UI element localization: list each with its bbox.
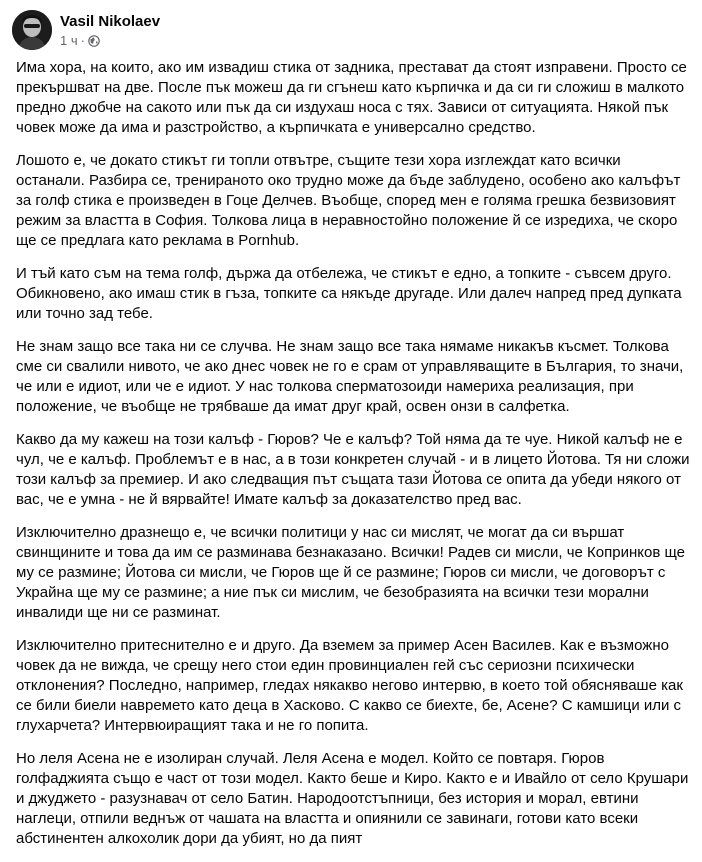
post-subline — [60, 32, 160, 49]
post-time[interactable]: 1 ч — [60, 33, 78, 48]
paragraph-4: Не знам защо все така ни се случва. Не знам защо все така нямаме никакъв късмет. Толкова сме си свалили нивото, че ако днес човек не го е срам от управляващите в България, то значи, че или е идиот, или че е идиот. У нас толкова сперматозоиди намериха реализация, при положение, че въобще не трябваше да имат друг край, освен онзи в салфетка. — [16, 338, 684, 415]
avatar-photo-icon — [12, 10, 52, 50]
paragraph-2: Лошото е, че докато стикът ги топли отвътре, същите тези хора изглеждат като всички останали. Разбира се, тренираното око трудно може да бъде заблудено, особено ако калъфът за голф стика е произведен в Гоце Делчев. Въобще, според мен е голяма грешка безвизовият режим за властта в София. Толкова лица в неравностойно положение й се изредиха, че скоро ще се предлага като реклама в Pornhub. — [16, 152, 681, 249]
avatar[interactable] — [12, 10, 52, 50]
post-body — [16, 58, 692, 862]
paragraph-7: Изключително притеснително е и друго. Да вземем за пример Асен Василев. Как е възможно човек да не вижда, че срещу него стои един провинциален гей със сериозни психически отклонения? Последно, например, гледах някакво негово интервю, в което той обясняваше как се били биели навремето като деца в Хасково. С какво се биехте, бе, Асене? С камшици или с глухарчета? Интервюиращият така и не го попита. — [16, 637, 683, 734]
paragraph-8: Но леля Асена не е изолиран случай. Леля Асена е модел. Който се повтаря. Гюров голфаджията също е част от този модел. Както беше и Киро. Както е и Ивайло от село Крушари и джуджето - разузнавач от село Батин. Народоотстъпници, без история и морал, евтини наглеци, отпили веднъж от чашата на властта и опиянили се завинаги, готови като всеки абстинентен алкохолик дори да убият, но да пият — [16, 750, 689, 847]
paragraph-3: И тъй като съм на тема голф, държа да отбележа, че стикът е едно, а топките - съвсем друго. Обикновено, ако имаш стик в гъза, топките са някъде другаде. Или далеч напред пред дупката или точно зад тебе. — [16, 265, 682, 322]
paragraph-5: Какво да му кажеш на този калъф - Гюров? Че е калъф? Той няма да те чуе. Никой калъф не е чул, че е калъф. Проблемът е в нас, а в този конкретен случай - и в лицето Йотова. Тя ни сложи този калъф за премиер. И ако следващия път същата тази Йотова се опита да убеди някого от вас, че е умна - не й вярвайте! Имате калъф за доказателство пред вас. — [16, 431, 690, 508]
globe-icon[interactable] — [88, 35, 100, 47]
separator-dot: · — [80, 33, 85, 48]
post-meta — [60, 12, 160, 49]
paragraph-1: Има хора, на които, ако им извадиш стика от задника, престават да стоят изправени. Просто се прекършват на две. После пък можеш да ги сгънеш като кърпичка и да си ги сложиш в малкото предно джобче на сакото или пък да си издухаш носа с тях. Зависи от ситуацията. Някой пък човек може да има и разстройство, а кърпичката е универсално средство. — [16, 59, 687, 136]
post-header — [12, 10, 160, 50]
paragraph-6: Изключително дразнещо е, че всички политици у нас си мислят, че могат да си вършат свинщините и това да им се разминава безнаказано. Всички! Радев си мисли, че Копринков ще му се размине; Йотова си мисли, че Гюров ще й се размине; Гюров си мисли, че договорът с Украйна ще му се размине; а ние пък си мислим, че безобразията на всички тези морални инвалиди ще ни се разминат. — [16, 524, 685, 621]
author-name[interactable]: Vasil Nikolaev — [60, 13, 161, 30]
